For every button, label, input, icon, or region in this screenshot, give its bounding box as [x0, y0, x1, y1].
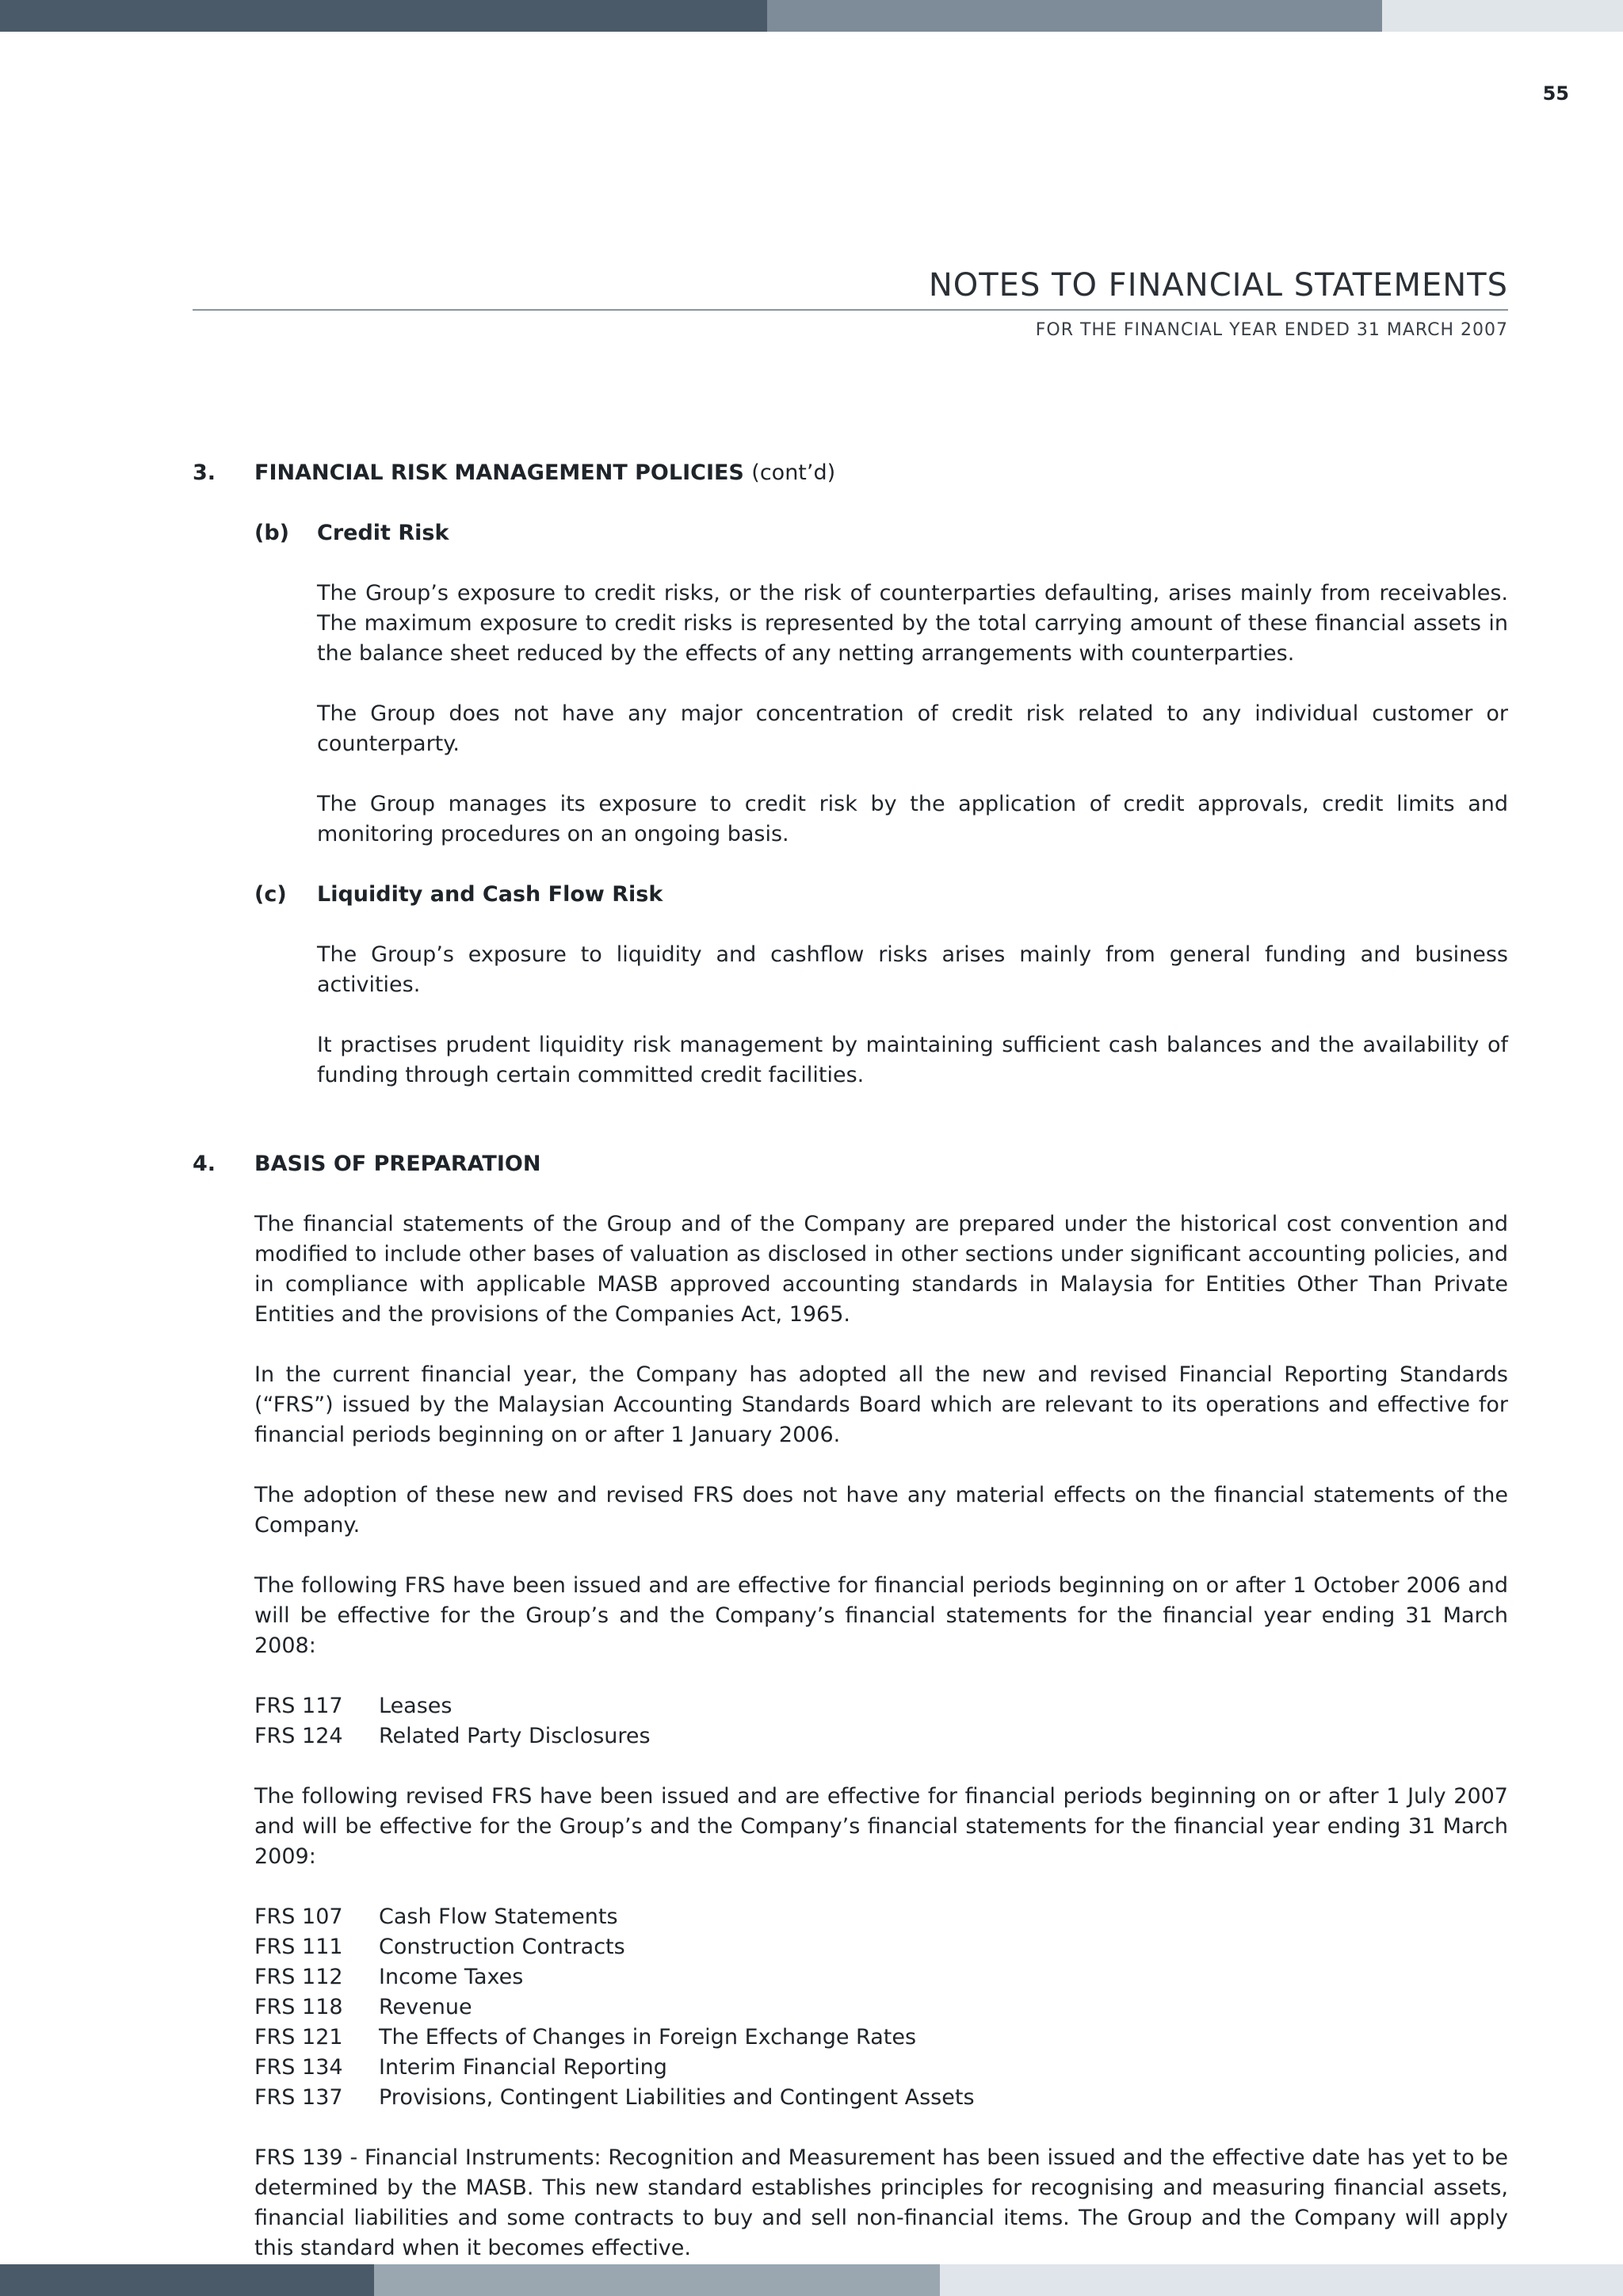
- basis-paragraph-2: In the current financial year, the Company has adopted all the new and revised Financial Reporting Standards (“FRS”) issued by the Malaysian Accounting Standards Board which are relevant to its operations and effective for financial periods beginning on or after 1 January 2006.: [254, 1362, 1508, 1447]
- top-band-mid-segment: [767, 0, 1382, 32]
- frs-code: FRS 112: [254, 1965, 343, 1989]
- credit-risk-paragraph-3: The Group manages its exposure to credit risk by the application of credit approvals, credit limits and monitoring procedures on an ongoing basis.: [317, 792, 1508, 846]
- frs-list-item: [254, 2023, 1508, 2053]
- section-3-number: 3.: [193, 460, 216, 485]
- top-color-band: [0, 0, 1623, 32]
- page-header: [193, 268, 1508, 340]
- basis-paragraph-5: The following revised FRS have been issued and are effective for financial periods beginning on or after 1 July 2007 and will be effective for the Group’s and the Company’s financial statements for the financial year ending 31 March 2009:: [254, 1784, 1508, 1869]
- liquidity-paragraph-2: It practises prudent liquidity risk management by maintaining sufficient cash balances and the availability of funding through certain committed credit facilities.: [317, 1033, 1508, 1087]
- frs-code: FRS 107: [254, 1904, 343, 1929]
- page-number: 55: [1542, 82, 1569, 105]
- section-4-number: 4.: [193, 1152, 216, 1176]
- frs-list-item: [254, 1962, 1508, 1992]
- frs-name: Interim Financial Reporting: [379, 2055, 667, 2080]
- frs-code: FRS 137: [254, 2085, 343, 2110]
- basis-paragraph-3: The adoption of these new and revised FRS does not have any material effects on the financial statements of the Company.: [254, 1483, 1508, 1538]
- page-title: NOTES TO FINANCIAL STATEMENTS: [193, 268, 1508, 311]
- frs-name: Provisions, Contingent Liabilities and Contingent Assets: [379, 2085, 975, 2110]
- bottom-band-mid-segment: [374, 2264, 940, 2296]
- liquidity-paragraph-1: The Group’s exposure to liquidity and cashflow risks arises mainly from general funding and business activities.: [317, 942, 1508, 997]
- frs-code: FRS 118: [254, 1995, 343, 2019]
- top-band-light-segment: [1382, 0, 1623, 32]
- frs-list-2009: [193, 1902, 1508, 2113]
- frs-list-item: [254, 2083, 1508, 2113]
- frs-name: Construction Contracts: [379, 1935, 625, 1959]
- bottom-color-band: [0, 2264, 1623, 2296]
- frs-name: Income Taxes: [379, 1965, 524, 1989]
- frs-list-item: [254, 2053, 1508, 2083]
- frs-list-item: [254, 1721, 1508, 1752]
- frs-code: FRS 111: [254, 1935, 343, 1959]
- credit-risk-paragraph-1: The Group’s exposure to credit risks, or the risk of counterparties defaulting, arises mainly from receivables. The maximum exposure to credit risks is represented by the total carrying amount of these financial assets in the balance sheet reduced by the effects of any netting arrangements with counterparties.: [317, 581, 1508, 666]
- document-body: [193, 458, 1508, 2264]
- basis-paragraph-4: The following FRS have been issued and are effective for financial periods beginning on or after 1 October 2006 and will be effective for the Group’s and the Company’s financial statements for the financial year ending 31 March 2008:: [254, 1573, 1508, 1658]
- section-3-heading: [193, 458, 1508, 488]
- bottom-band-dark-segment: [0, 2264, 374, 2296]
- frs-code: FRS 121: [254, 2025, 343, 2050]
- page-subtitle: FOR THE FINANCIAL YEAR ENDED 31 MARCH 2007: [1035, 320, 1508, 340]
- frs-list-item: [254, 1691, 1508, 1721]
- frs-name: Related Party Disclosures: [379, 1724, 651, 1748]
- section-4-heading: [193, 1149, 1508, 1179]
- bottom-band-light-segment: [940, 2264, 1623, 2296]
- basis-paragraph-1: The financial statements of the Group and of the Company are prepared under the historical cost convention and modified to include other bases of valuation as disclosed in other sections under significant accounting policies, and in compliance with applicable MASB approved accounting standards in Malaysia for Entities Other Than Private Entities and the provisions of the Companies Act, 1965.: [254, 1212, 1508, 1327]
- subsection-b-title: Credit Risk: [317, 521, 449, 545]
- frs-list-item: [254, 1992, 1508, 2023]
- subsection-b-heading: [193, 518, 1508, 548]
- credit-risk-paragraph-2: The Group does not have any major concentration of credit risk related to any individual customer or counterparty.: [317, 701, 1508, 756]
- frs-code: FRS 117: [254, 1694, 343, 1718]
- subsection-b-letter: (b): [254, 521, 290, 545]
- frs-code: FRS 124: [254, 1724, 343, 1748]
- frs-list-2008: [193, 1691, 1508, 1752]
- subsection-c-letter: (c): [254, 882, 287, 907]
- frs-list-item: [254, 1902, 1508, 1932]
- section-4-title: BASIS OF PREPARATION: [254, 1152, 541, 1176]
- subsection-c-heading: [193, 880, 1508, 910]
- frs-code: FRS 134: [254, 2055, 343, 2080]
- frs-name: The Effects of Changes in Foreign Exchange Rates: [379, 2025, 917, 2050]
- section-3-title: FINANCIAL RISK MANAGEMENT POLICIES: [254, 460, 744, 485]
- frs-name: Cash Flow Statements: [379, 1904, 618, 1929]
- top-band-dark-segment: [0, 0, 767, 32]
- basis-final-paragraph: FRS 139 - Financial Instruments: Recognition and Measurement has been issued and the effective date has yet to be determined by the MASB. This new standard establishes principles for recognising and measuring financial assets, financial liabilities and some contracts to buy and sell non-financial items. The Group and the Company will apply this standard when it becomes effective.: [254, 2145, 1508, 2260]
- subsection-c-title: Liquidity and Cash Flow Risk: [317, 882, 663, 907]
- frs-name: Revenue: [379, 1995, 472, 2019]
- frs-name: Leases: [379, 1694, 453, 1718]
- section-3-title-suffix: (cont’d): [751, 460, 836, 485]
- frs-list-item: [254, 1932, 1508, 1962]
